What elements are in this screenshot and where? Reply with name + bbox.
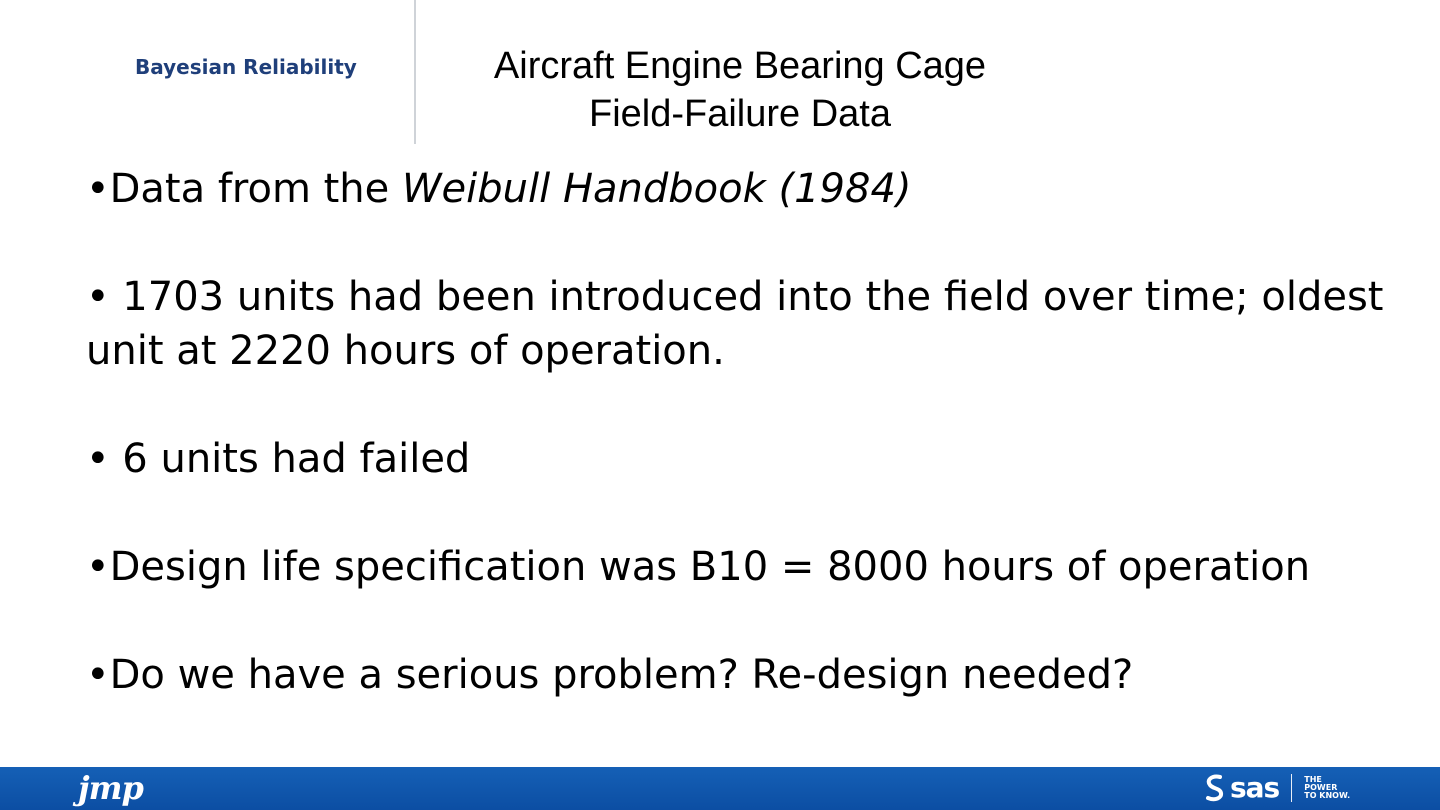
slide-title-line-1: Aircraft Engine Bearing Cage — [493, 45, 987, 87]
sas-wordmark: sas — [1230, 771, 1280, 804]
header-divider — [414, 0, 416, 144]
sas-separator — [1291, 774, 1292, 802]
jmp-logo: jmp — [78, 769, 143, 807]
slide-title-line-2: Field-Failure Data — [589, 93, 891, 135]
slide-body — [86, 162, 1386, 702]
section-label: Bayesian Reliability — [135, 55, 357, 79]
bullet-item: •Do we have a serious problem? Re-design needed? — [86, 652, 1134, 698]
sas-swirl-icon — [1202, 774, 1228, 802]
sas-logo — [1202, 771, 1350, 805]
book-title: Weibull Handbook (1984) — [401, 166, 912, 212]
sas-tagline: THE POWER TO KNOW. — [1304, 775, 1351, 800]
bullet-item: •Design life specification was B10 = 8000 hours of operation — [86, 544, 1311, 590]
bullet-item: • 6 units had failed — [86, 436, 471, 482]
footer-bar — [0, 767, 1440, 810]
slide-title — [440, 42, 1040, 138]
bullet-item: • 1703 units had been introduced into the field over time; oldest unit at 2220 hours of operation. — [86, 274, 1384, 374]
bullet-item: •Data from the Weibull Handbook (1984) — [86, 166, 912, 212]
